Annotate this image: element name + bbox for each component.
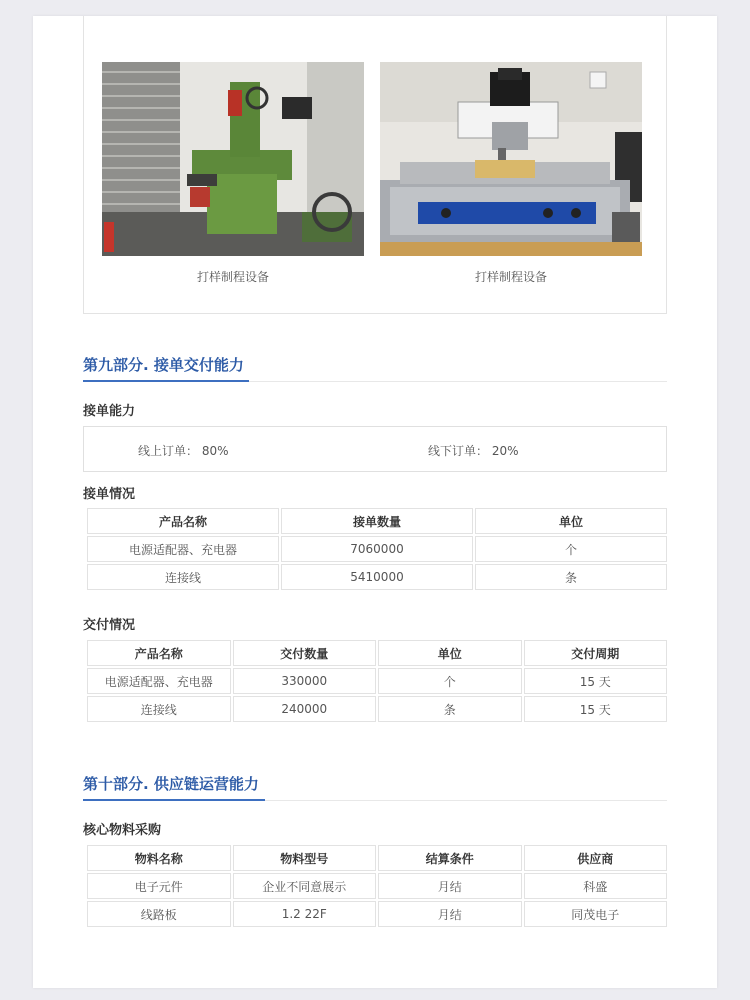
photo-caption: 打样制程设备 — [474, 270, 547, 284]
table-cell: 电子元件 — [87, 873, 231, 899]
table-cell: 7060000 — [281, 536, 473, 562]
column-header: 接单数量 — [281, 508, 473, 534]
table-cell: 240000 — [233, 696, 377, 722]
table-cell: 个 — [475, 536, 667, 562]
section-10-title-text: 第十部分. 供应链运营能力 — [83, 775, 259, 793]
column-header: 产品名称 — [87, 508, 279, 534]
offline-order-ratio — [428, 442, 519, 459]
procurement-title: 核心物料采购 — [83, 823, 162, 838]
title-underline — [83, 380, 249, 382]
procurement-table — [85, 843, 669, 929]
table-cell: 条 — [475, 564, 667, 590]
table-cell: 月结 — [378, 873, 522, 899]
title-underline — [83, 799, 265, 801]
table-cell: 线路板 — [87, 901, 231, 927]
table-cell: 科盛 — [524, 873, 668, 899]
order-capacity-title: 接单能力 — [83, 404, 136, 419]
table-cell: 电源适配器、充电器 — [87, 668, 231, 694]
table-cell: 电源适配器、充电器 — [87, 536, 279, 562]
table-header-row — [87, 640, 667, 666]
delivery-status-title: 交付情况 — [83, 618, 136, 633]
order-status-table — [85, 506, 669, 592]
section-10-title — [83, 773, 667, 801]
column-header: 单位 — [475, 508, 667, 534]
table-cell: 同茂电子 — [524, 901, 668, 927]
table-cell: 连接线 — [87, 564, 279, 590]
table-cell: 条 — [378, 696, 522, 722]
order-ratio-box — [83, 426, 667, 472]
online-order-label: 线上订单： — [138, 444, 199, 458]
offline-order-label: 线下订单： — [428, 444, 489, 458]
column-header: 物料名称 — [87, 845, 231, 871]
table-row — [87, 696, 667, 722]
column-header: 交付周期 — [524, 640, 668, 666]
table-header-row — [87, 845, 667, 871]
table-cell: 连接线 — [87, 696, 231, 722]
column-header: 物料型号 — [233, 845, 377, 871]
table-row — [87, 901, 667, 927]
table-row — [87, 668, 667, 694]
table-cell: 企业不同意展示 — [233, 873, 377, 899]
table-cell: 330000 — [233, 668, 377, 694]
column-header: 单位 — [378, 640, 522, 666]
section-9-title — [83, 354, 667, 382]
table-cell: 15 天 — [524, 668, 668, 694]
table-cell: 1.2 22F — [233, 901, 377, 927]
delivery-status-table — [85, 638, 669, 724]
document-page — [33, 16, 717, 988]
equipment-photo-1 — [102, 62, 364, 256]
table-row — [87, 536, 667, 562]
column-header: 交付数量 — [233, 640, 377, 666]
table-cell: 15 天 — [524, 696, 668, 722]
online-order-value: 80% — [201, 444, 229, 458]
table-row — [87, 564, 667, 590]
column-header: 产品名称 — [87, 640, 231, 666]
column-header: 结算条件 — [378, 845, 522, 871]
column-header: 供应商 — [524, 845, 668, 871]
section-9-title-text: 第九部分. 接单交付能力 — [83, 356, 244, 374]
offline-order-value: 20% — [491, 444, 519, 458]
photo-caption: 打样制程设备 — [196, 270, 269, 284]
photo-card — [83, 16, 667, 314]
table-header-row — [87, 508, 667, 534]
equipment-photo-2 — [380, 62, 642, 256]
table-row — [87, 873, 667, 899]
table-cell: 月结 — [378, 901, 522, 927]
table-cell: 个 — [378, 668, 522, 694]
order-status-title: 接单情况 — [83, 487, 136, 502]
table-cell: 5410000 — [281, 564, 473, 590]
online-order-ratio — [138, 442, 229, 459]
